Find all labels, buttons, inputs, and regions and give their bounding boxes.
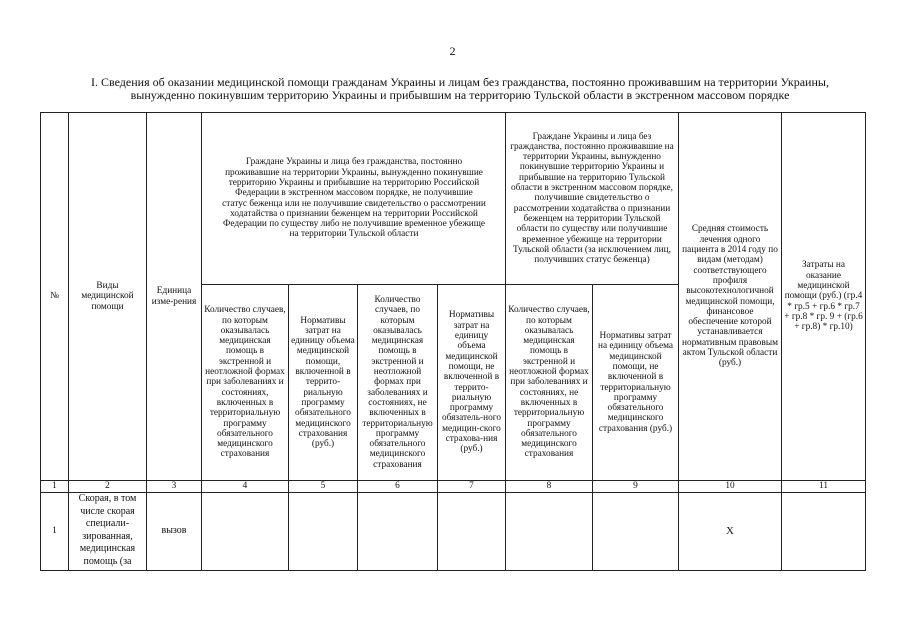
header-care-type: Виды медицинской помощи	[81, 281, 134, 312]
row-col4	[202, 493, 288, 570]
header-unit: Единица изме-рения	[151, 286, 197, 307]
document-title	[40, 76, 880, 102]
row-col8	[506, 493, 592, 570]
header-col9: Нормативы затрат на единицу объема медицинской помощи, не включенной в территориальную программу обязательного медицинского страхования (руб.)	[597, 331, 674, 434]
row-col5	[289, 493, 357, 570]
colnum-7: 7	[469, 481, 474, 492]
header-col6: Количество случаев, по которым оказывалась медицинская помощь в экстренной и неотложной формах при заболеваниях и состояниях, не включенных в территориальную программу обязательного медицинского страхования	[362, 294, 433, 470]
row-col10: Х	[726, 525, 734, 538]
row-col6	[358, 493, 437, 570]
colnum-5: 5	[320, 481, 326, 492]
header-col4: Количество случаев, по которым оказывалась медицинская помощь в экстренной и неотложной формах при заболеваниях и состояниях, включенных в территориальную программу обязательного медицинского страхования	[204, 305, 286, 460]
header-col5: Нормативы затрат на единицу объема медицинской помощи, включенной в террито-риальную программу обязательного медицинского страхования (руб.)	[291, 315, 355, 450]
page-number: 2	[449, 44, 456, 58]
row-care-type: Скорая, в том числе скорая специали-зированная, медицинская помощь (за	[78, 493, 137, 567]
header-col10: Средняя стоимость лечения одного пациента в 2014 году по видам (методам) соответствующего профиля высокотехнологичной медицинской помощи, финансовое обеспечение которой устанавливается нормативным правовым актом Тульской области (руб.)	[682, 224, 778, 369]
title-line-1: I. Сведения об оказании медицинской помощи гражданам Украины и лицам без гражданства, постоянно проживавшим на территории Украины,	[91, 75, 829, 89]
row-unit: вызов	[161, 525, 187, 537]
header-group-no-status: Граждане Украины и лица без гражданства, постоянно проживавшие на территории Украины, вынужденно покинувшие территорию Украины и прибывшие на территорию Российской Федерации в экстренном массовом порядке, не получившие статус беженца или не получившие свидетельство о рассмотрении ходатайства о признании беженцем на территории Российской Федерации по существу либо не получившие временное убежище на территории Тульской области	[222, 157, 486, 240]
row-col9	[593, 493, 678, 570]
header-group-with-status: Граждане Украины и лица без гражданства, постоянно проживавшие на территории Украины, вынужденно покинувшие территорию Украины и прибывшие на территорию Тульской области в экстренном массовом порядке, получившие свидетельство о рассмотрении ходатайства о признании беженцем на территории Тульской области по существу или получившие временное убежище на территории Тульской области (за исключением лиц, получивших статус беженца)	[510, 131, 674, 266]
colnum-8: 8	[546, 481, 552, 492]
row-col7	[438, 493, 505, 570]
colnum-1: 1	[52, 481, 57, 492]
header-col11: Затраты на оказание медицинской помощи (руб.) (гр.4 * гр.5 + гр.6 * гр.7 + гр.8 * гр. 9 + (гр.6 + гр.8) * гр.10)	[784, 260, 863, 333]
colnum-6: 6	[395, 481, 400, 492]
header-number: №	[50, 291, 59, 302]
header-col7: Нормативы затрат на единицу объема медицинской помощи, не включенной в террито-риальную программу обязатель-ного медицин-ского страхова-ния (руб.)	[442, 310, 501, 455]
colnum-9: 9	[633, 481, 638, 492]
row-number: 1	[52, 526, 57, 537]
colnum-4: 4	[242, 481, 248, 492]
colnum-11: 11	[819, 481, 828, 492]
colnum-10: 10	[725, 481, 735, 492]
colnum-2: 2	[105, 481, 110, 492]
header-col8: Количество случаев, по которым оказывалась медицинская помощь в экстренной и неотложной формах при заболеваниях и состояниях, не включенных в территориальную программу обязательного медицинского страхования	[508, 305, 590, 460]
colnum-3: 3	[171, 481, 177, 492]
title-line-2: вынужденно покинувшим территорию Украины и прибывшим на территорию Тульской области в экстренном массовом порядке	[130, 88, 790, 102]
row-col11	[782, 493, 865, 570]
